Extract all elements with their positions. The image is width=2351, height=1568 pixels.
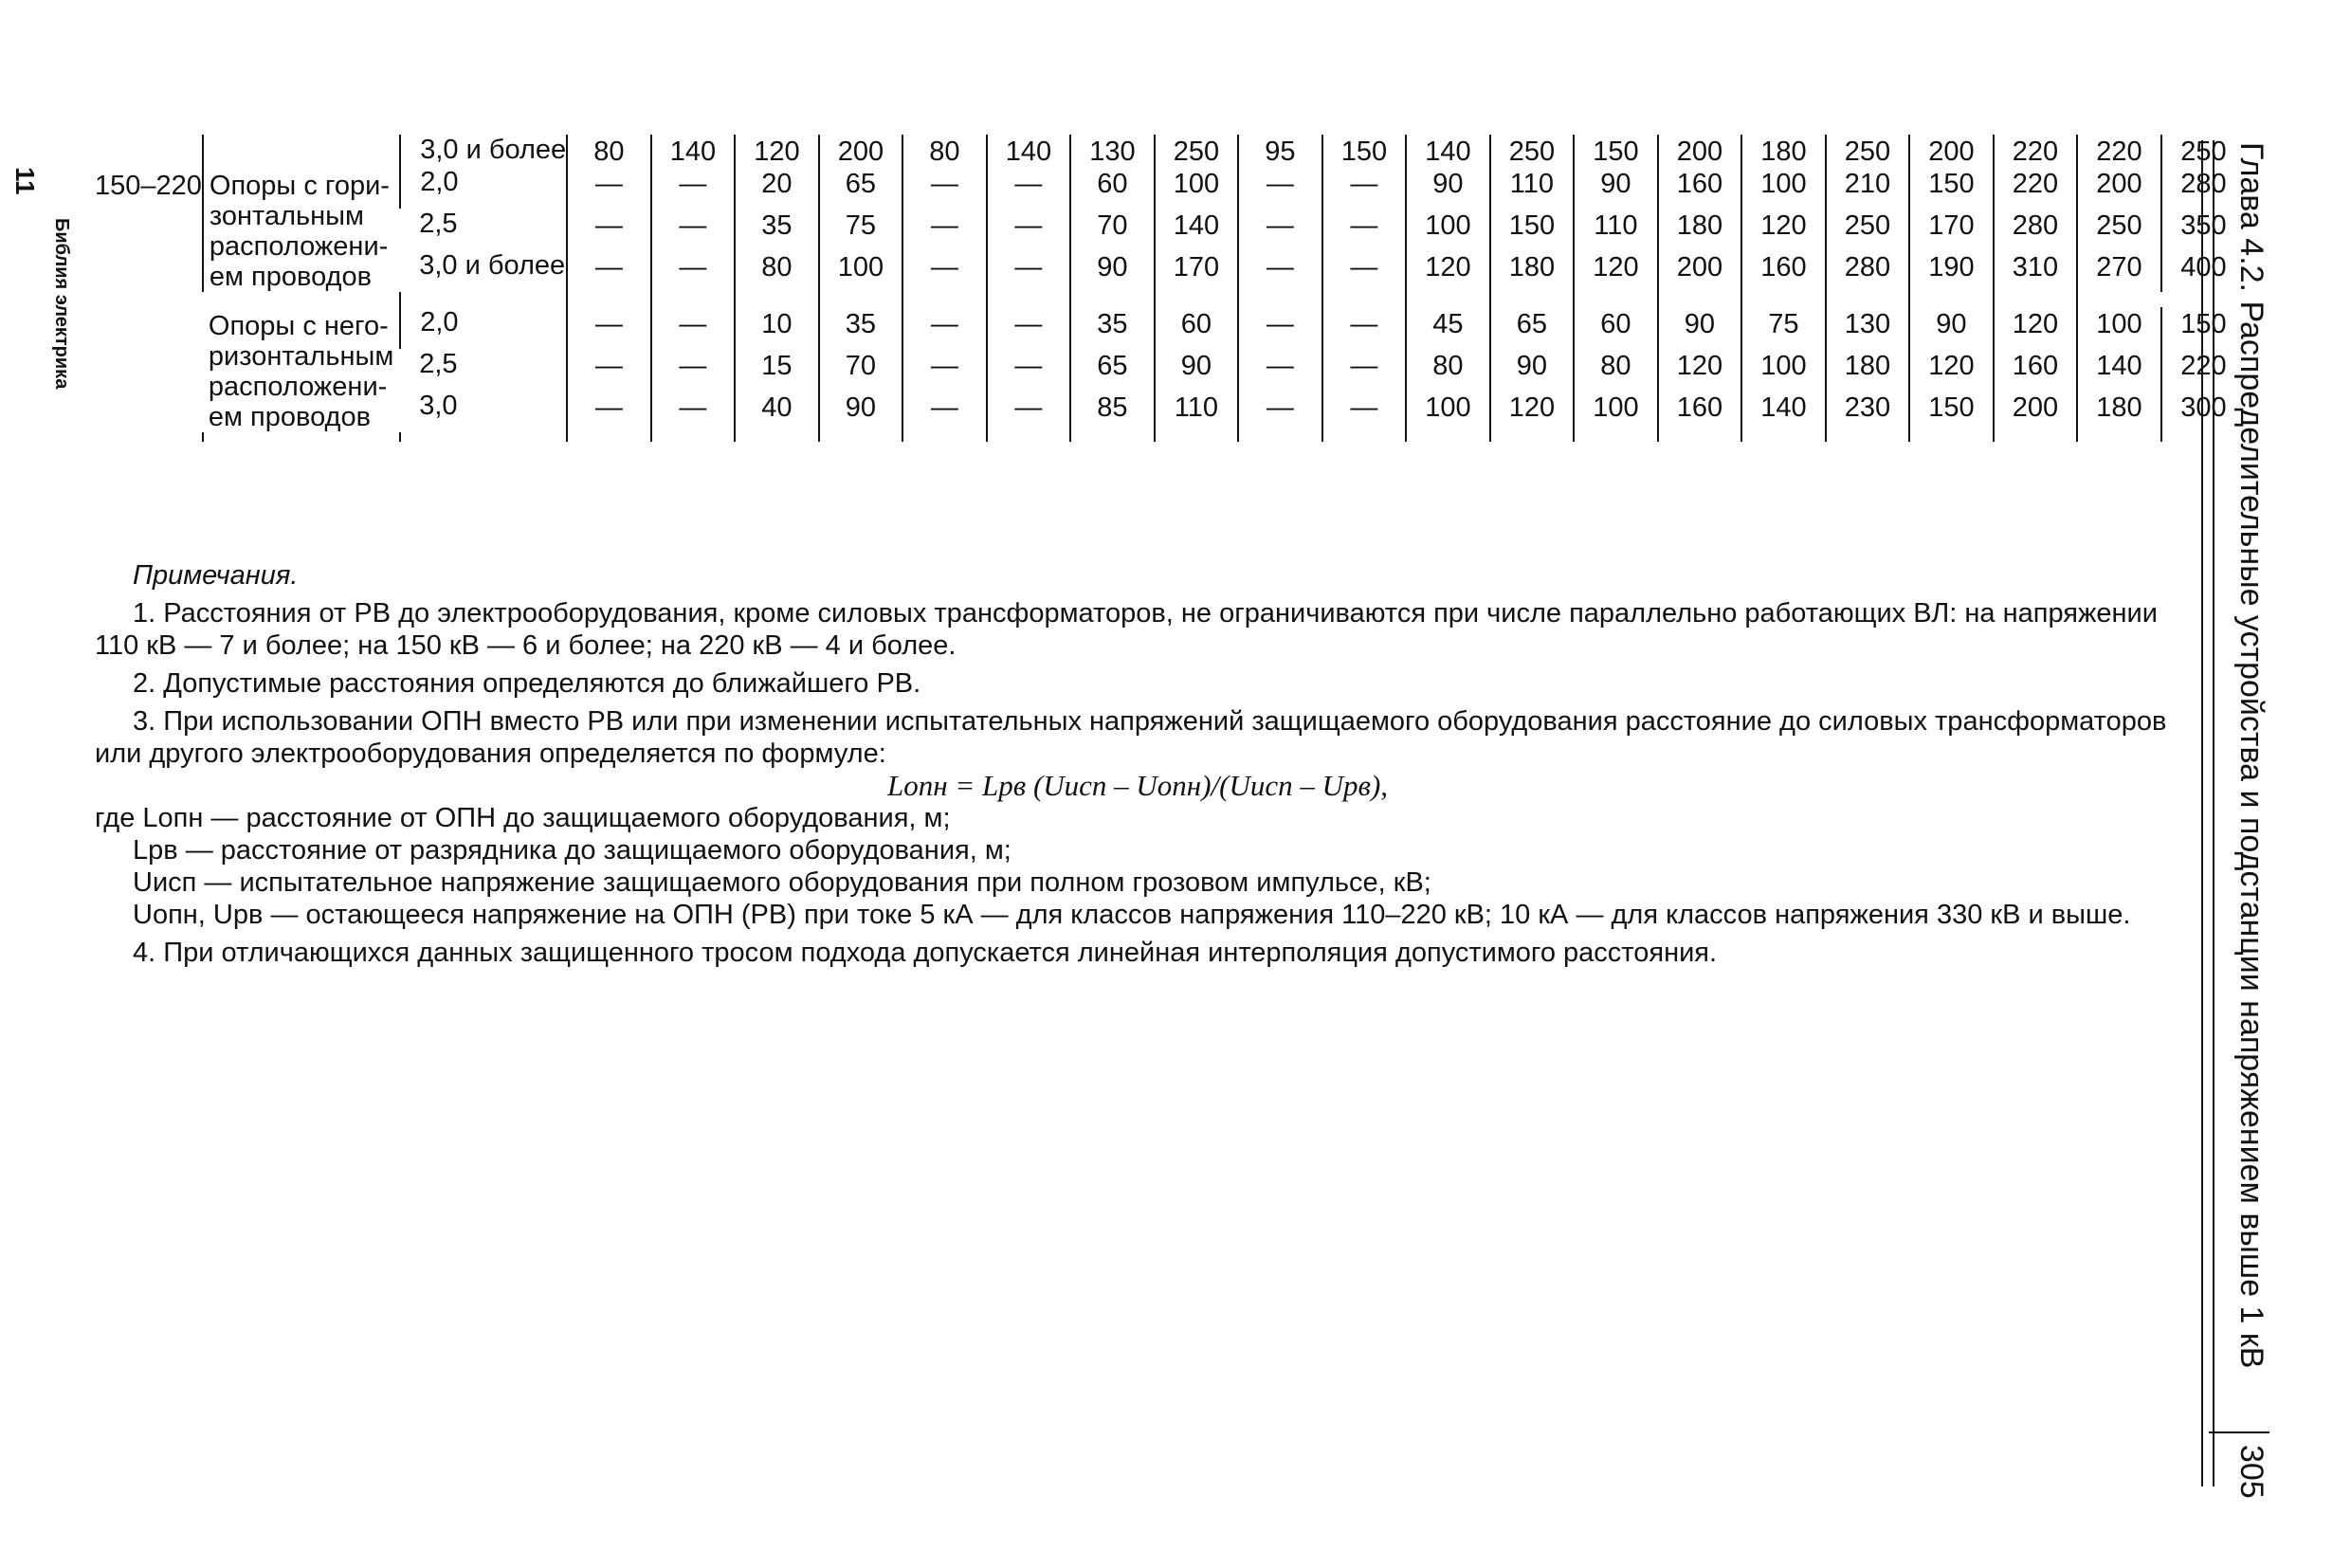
- support-type-cell: [203, 135, 400, 167]
- distance-value-cell: —: [567, 391, 651, 432]
- distance-value-cell: 180: [1826, 349, 1910, 391]
- distance-value-cell: 400: [2161, 250, 2246, 292]
- distance-value-cell: 140: [987, 135, 1071, 167]
- gap-cell: [1741, 292, 1826, 307]
- gap-cell: [400, 292, 567, 307]
- bottom-cell: [1406, 432, 1490, 442]
- gap-cell: [1490, 292, 1575, 307]
- distance-value-cell: 140: [651, 135, 736, 167]
- gap-cell: [203, 292, 400, 307]
- voltage-class-cell: [95, 135, 203, 167]
- distance-value-cell: 210: [1826, 167, 1910, 209]
- distance-value-cell: 220: [2161, 349, 2246, 391]
- distance-value-cell: 90: [1155, 349, 1239, 391]
- approach-length-cell: 2,0: [400, 307, 567, 349]
- distance-table: [95, 135, 2245, 442]
- gap-cell: [1658, 292, 1742, 307]
- distance-value-cell: 70: [819, 349, 903, 391]
- distance-value-cell: 250: [1826, 135, 1910, 167]
- distance-value-cell: 140: [1741, 391, 1826, 432]
- distance-value-cell: —: [1322, 391, 1407, 432]
- distance-value-cell: 120: [1909, 349, 1994, 391]
- bottom-cell: [1741, 432, 1826, 442]
- distance-value-cell: 250: [1826, 209, 1910, 250]
- distance-value-cell: 200: [1909, 135, 1994, 167]
- support-type-cell: Опоры с гори-зонтальным расположени-ем проводов: [203, 167, 400, 292]
- distance-value-cell: 95: [1238, 135, 1322, 167]
- distance-value-cell: —: [987, 391, 1071, 432]
- group-gap: [95, 292, 2245, 307]
- distance-value-cell: 350: [2161, 209, 2246, 250]
- distance-value-cell: 150: [1909, 391, 1994, 432]
- distance-value-cell: 110: [1574, 209, 1658, 250]
- distance-value-cell: 60: [1155, 307, 1239, 349]
- distance-value-cell: —: [1322, 349, 1407, 391]
- distance-value-cell: —: [902, 307, 987, 349]
- bottom-cell: [1658, 432, 1742, 442]
- distance-value-cell: 20: [735, 167, 819, 209]
- distance-value-cell: 300: [2161, 391, 2246, 432]
- bottom-cell: [1155, 432, 1239, 442]
- distance-value-cell: —: [902, 349, 987, 391]
- distance-value-cell: 250: [1490, 135, 1575, 167]
- distance-value-cell: —: [651, 391, 736, 432]
- note-4: 4. При отличающихся данных защищенного тросом подхода допускается линейная интерполяция допустимого расстояния.: [133, 938, 1718, 968]
- gap-cell: [1322, 292, 1407, 307]
- notes-heading: Примечания.: [133, 560, 299, 591]
- distance-value-cell: 140: [2077, 349, 2161, 391]
- distance-value-cell: 100: [2077, 307, 2161, 349]
- distance-value-cell: 75: [819, 209, 903, 250]
- distance-value-cell: 45: [1406, 307, 1490, 349]
- gap-cell: [567, 292, 651, 307]
- gap-cell: [735, 292, 819, 307]
- table-row: [95, 391, 2245, 432]
- distance-value-cell: 200: [1658, 250, 1742, 292]
- table-row: [95, 135, 2245, 167]
- notes-section: [95, 559, 2180, 969]
- table-row: [95, 167, 2245, 209]
- distance-value-cell: 100: [819, 250, 903, 292]
- distance-value-cell: —: [567, 250, 651, 292]
- bottom-cell: [651, 432, 736, 442]
- distance-value-cell: 170: [1155, 250, 1239, 292]
- distance-value-cell: 110: [1155, 391, 1239, 432]
- distance-value-cell: 140: [1406, 135, 1490, 167]
- legend-line: Uопн, Uрв — остающееся напряжение на ОПН (РВ) при токе 5 кА — для классов напряжения 110–220 кВ; 10 кА — для классов напряжения 330 кВ и выше.: [133, 900, 2131, 930]
- distance-value-cell: —: [1322, 167, 1407, 209]
- approach-length-cell: 3,0: [419, 391, 458, 421]
- distance-value-cell: —: [567, 209, 651, 250]
- distance-value-cell: 120: [1490, 391, 1575, 432]
- distance-value-cell: 90: [1574, 167, 1658, 209]
- distance-value-cell: —: [1238, 391, 1322, 432]
- distance-value-cell: 80: [735, 250, 819, 292]
- distance-value-cell: 60: [1070, 167, 1155, 209]
- distance-value-cell: 180: [1490, 250, 1575, 292]
- chapter-divider: [2209, 1431, 2269, 1433]
- distance-value-cell: 100: [1574, 391, 1658, 432]
- gap-cell: [651, 292, 736, 307]
- distance-value-cell: 65: [1070, 349, 1155, 391]
- distance-value-cell: —: [1238, 349, 1322, 391]
- distance-value-cell: —: [987, 167, 1071, 209]
- distance-value-cell: 35: [735, 209, 819, 250]
- distance-value-cell: 150: [1490, 209, 1575, 250]
- distance-value-cell: 250: [1155, 135, 1239, 167]
- legend-line: где Lопн — расстояние от ОПН до защищаемого оборудования, м;: [95, 803, 951, 833]
- book-title: Библия электрика: [51, 218, 72, 390]
- approach-length-cell: 2,5: [419, 209, 458, 239]
- bottom-cell: [1574, 432, 1658, 442]
- formula: Lопн = Lрв (Uисп – Uопн)/(Uисп – Uрв),: [886, 769, 1389, 802]
- distance-value-cell: 120: [735, 135, 819, 167]
- chapter-rule: [2201, 140, 2214, 1486]
- gap-cell: [819, 292, 903, 307]
- distance-value-cell: 280: [1826, 250, 1910, 292]
- distance-value-cell: —: [651, 250, 736, 292]
- distance-value-cell: —: [1322, 307, 1407, 349]
- distance-value-cell: 280: [1994, 209, 2078, 250]
- distance-value-cell: 85: [1070, 391, 1155, 432]
- bottom-cell: [2077, 432, 2161, 442]
- distance-value-cell: —: [902, 167, 987, 209]
- distance-value-cell: —: [651, 307, 736, 349]
- gap-cell: [1406, 292, 1490, 307]
- distance-value-cell: 90: [1658, 307, 1742, 349]
- bottom-cell: [400, 432, 567, 442]
- distance-value-cell: 130: [1826, 307, 1910, 349]
- distance-value-cell: 180: [1741, 135, 1826, 167]
- distance-value-cell: 35: [1070, 307, 1155, 349]
- distance-value-cell: 230: [1826, 391, 1910, 432]
- distance-value-cell: 250: [2077, 209, 2161, 250]
- bottom-cell: [819, 432, 903, 442]
- legend-line: Uисп — испытательное напряжение защищаемого оборудования при полном грозовом импульсе, кВ;: [133, 867, 1431, 898]
- bottom-cell: [203, 432, 400, 442]
- approach-length-cell: 2,5: [419, 349, 458, 379]
- distance-value-cell: 250: [2161, 135, 2246, 167]
- distance-value-cell: 160: [1658, 391, 1742, 432]
- distance-value-cell: 15: [735, 349, 819, 391]
- table-bottom: [95, 432, 2245, 442]
- legend-line: Lрв — расстояние от разрядника до защищаемого оборудования, м;: [133, 835, 1011, 866]
- distance-value-cell: 220: [1994, 135, 2078, 167]
- approach-length-cell: 3,0 и более: [419, 250, 566, 281]
- distance-value-cell: 110: [1490, 167, 1575, 209]
- gap-cell: [987, 292, 1071, 307]
- distance-value-cell: 200: [819, 135, 903, 167]
- bottom-cell: [1490, 432, 1575, 442]
- distance-value-cell: 100: [1406, 391, 1490, 432]
- distance-value-cell: —: [1238, 250, 1322, 292]
- distance-value-cell: 70: [1070, 209, 1155, 250]
- distance-value-cell: 170: [1909, 209, 1994, 250]
- distance-value-cell: —: [987, 209, 1071, 250]
- distance-table-wrap: [95, 135, 2245, 442]
- distance-value-cell: 60: [1574, 307, 1658, 349]
- table-row: [95, 307, 2245, 349]
- distance-value-cell: 40: [735, 391, 819, 432]
- distance-value-cell: —: [987, 250, 1071, 292]
- bottom-cell: [735, 432, 819, 442]
- distance-value-cell: 90: [1070, 250, 1155, 292]
- distance-value-cell: 120: [1994, 307, 2078, 349]
- distance-value-cell: —: [1322, 250, 1407, 292]
- distance-value-cell: 120: [1574, 250, 1658, 292]
- gap-cell: [2077, 292, 2161, 307]
- bottom-cell: [95, 432, 203, 442]
- distance-value-cell: 310: [1994, 250, 2078, 292]
- bottom-cell: [902, 432, 987, 442]
- gap-cell: [1238, 292, 1322, 307]
- gap-cell: [1826, 292, 1910, 307]
- distance-value-cell: 80: [902, 135, 987, 167]
- distance-value-cell: —: [567, 167, 651, 209]
- bottom-cell: [1322, 432, 1407, 442]
- approach-length-cell: 2,0: [400, 167, 567, 209]
- distance-value-cell: 200: [2077, 167, 2161, 209]
- distance-value-cell: 180: [2077, 391, 2161, 432]
- note-1: 1. Расстояния от РВ до электрооборудования, кроме силовых трансформаторов, не ограничиваются при числе параллельно работающих ВЛ: на напряжении 110 кВ — 7 и более; на 150 кВ — 6 и более; на 220 кВ — 4 и более.: [95, 598, 2158, 661]
- distance-value-cell: 10: [735, 307, 819, 349]
- distance-value-cell: —: [567, 349, 651, 391]
- distance-value-cell: —: [1238, 307, 1322, 349]
- bottom-cell: [1238, 432, 1322, 442]
- distance-value-cell: 100: [1155, 167, 1239, 209]
- distance-value-cell: 80: [1574, 349, 1658, 391]
- distance-value-cell: —: [987, 349, 1071, 391]
- distance-value-cell: 150: [1322, 135, 1407, 167]
- distance-value-cell: 130: [1070, 135, 1155, 167]
- bottom-cell: [1994, 432, 2078, 442]
- gap-cell: [1909, 292, 1994, 307]
- distance-value-cell: 80: [1406, 349, 1490, 391]
- distance-value-cell: 220: [2077, 135, 2161, 167]
- distance-value-cell: 150: [1909, 167, 1994, 209]
- table-row: [95, 349, 2245, 391]
- distance-value-cell: 100: [1406, 209, 1490, 250]
- gap-cell: [1994, 292, 2078, 307]
- distance-value-cell: —: [902, 250, 987, 292]
- distance-value-cell: 100: [1741, 349, 1826, 391]
- note-2: 2. Допустимые расстояния определяются до ближайшего РВ.: [133, 668, 921, 699]
- right-page-number: 305: [2233, 1445, 2269, 1499]
- distance-value-cell: 75: [1741, 307, 1826, 349]
- chapter-title: Глава 4.2. Распределительные устройства и подстанции напряжением выше 1 кВ: [2233, 142, 2269, 1369]
- bottom-cell: [567, 432, 651, 442]
- distance-value-cell: 100: [1741, 167, 1826, 209]
- distance-value-cell: 90: [1490, 349, 1575, 391]
- distance-value-cell: 220: [1994, 167, 2078, 209]
- distance-value-cell: 160: [1658, 167, 1742, 209]
- approach-length-cell: 3,0 и более: [400, 135, 567, 167]
- distance-value-cell: 120: [1741, 209, 1826, 250]
- formula-legend: [95, 802, 2180, 931]
- bottom-cell: [987, 432, 1071, 442]
- distance-value-cell: 200: [1994, 391, 2078, 432]
- distance-value-cell: 200: [1658, 135, 1742, 167]
- distance-value-cell: 65: [1490, 307, 1575, 349]
- distance-value-cell: 120: [1406, 250, 1490, 292]
- gap-cell: [1155, 292, 1239, 307]
- bottom-cell: [1070, 432, 1155, 442]
- distance-value-cell: 90: [1406, 167, 1490, 209]
- distance-value-cell: 90: [819, 391, 903, 432]
- distance-value-cell: —: [567, 307, 651, 349]
- distance-value-cell: —: [902, 391, 987, 432]
- distance-value-cell: —: [651, 209, 736, 250]
- distance-value-cell: 160: [1994, 349, 2078, 391]
- gap-cell: [902, 292, 987, 307]
- distance-value-cell: —: [987, 307, 1071, 349]
- distance-value-cell: —: [651, 349, 736, 391]
- distance-value-cell: 160: [1741, 250, 1826, 292]
- distance-value-cell: 90: [1909, 307, 1994, 349]
- voltage-class-cell: 150–220: [95, 171, 202, 201]
- distance-value-cell: 280: [2161, 167, 2246, 209]
- distance-value-cell: 150: [2161, 307, 2246, 349]
- note-3: 3. При использовании ОПН вместо РВ или при изменении испытательных напряжений защищаемого оборудования расстояние до силовых трансформаторов или другого электрооборудования определяется по формуле:: [95, 706, 2167, 769]
- distance-value-cell: 180: [1658, 209, 1742, 250]
- distance-value-cell: 140: [1155, 209, 1239, 250]
- gap-cell: [1574, 292, 1658, 307]
- bottom-cell: [1909, 432, 1994, 442]
- distance-value-cell: 270: [2077, 250, 2161, 292]
- distance-value-cell: —: [651, 167, 736, 209]
- table-row: [95, 250, 2245, 292]
- distance-value-cell: —: [1322, 209, 1407, 250]
- support-type-cell: Опоры с него-ризонтальным расположени-ем проводов: [208, 311, 394, 432]
- distance-value-cell: —: [902, 209, 987, 250]
- bottom-cell: [1826, 432, 1910, 442]
- distance-value-cell: 35: [819, 307, 903, 349]
- distance-value-cell: 65: [819, 167, 903, 209]
- distance-value-cell: —: [1238, 209, 1322, 250]
- gap-cell: [1070, 292, 1155, 307]
- distance-value-cell: 80: [567, 135, 651, 167]
- distance-value-cell: 150: [1574, 135, 1658, 167]
- table-row: [95, 209, 2245, 250]
- distance-value-cell: —: [1238, 167, 1322, 209]
- distance-value-cell: 120: [1658, 349, 1742, 391]
- left-page-number: 11: [10, 167, 40, 195]
- distance-value-cell: 190: [1909, 250, 1994, 292]
